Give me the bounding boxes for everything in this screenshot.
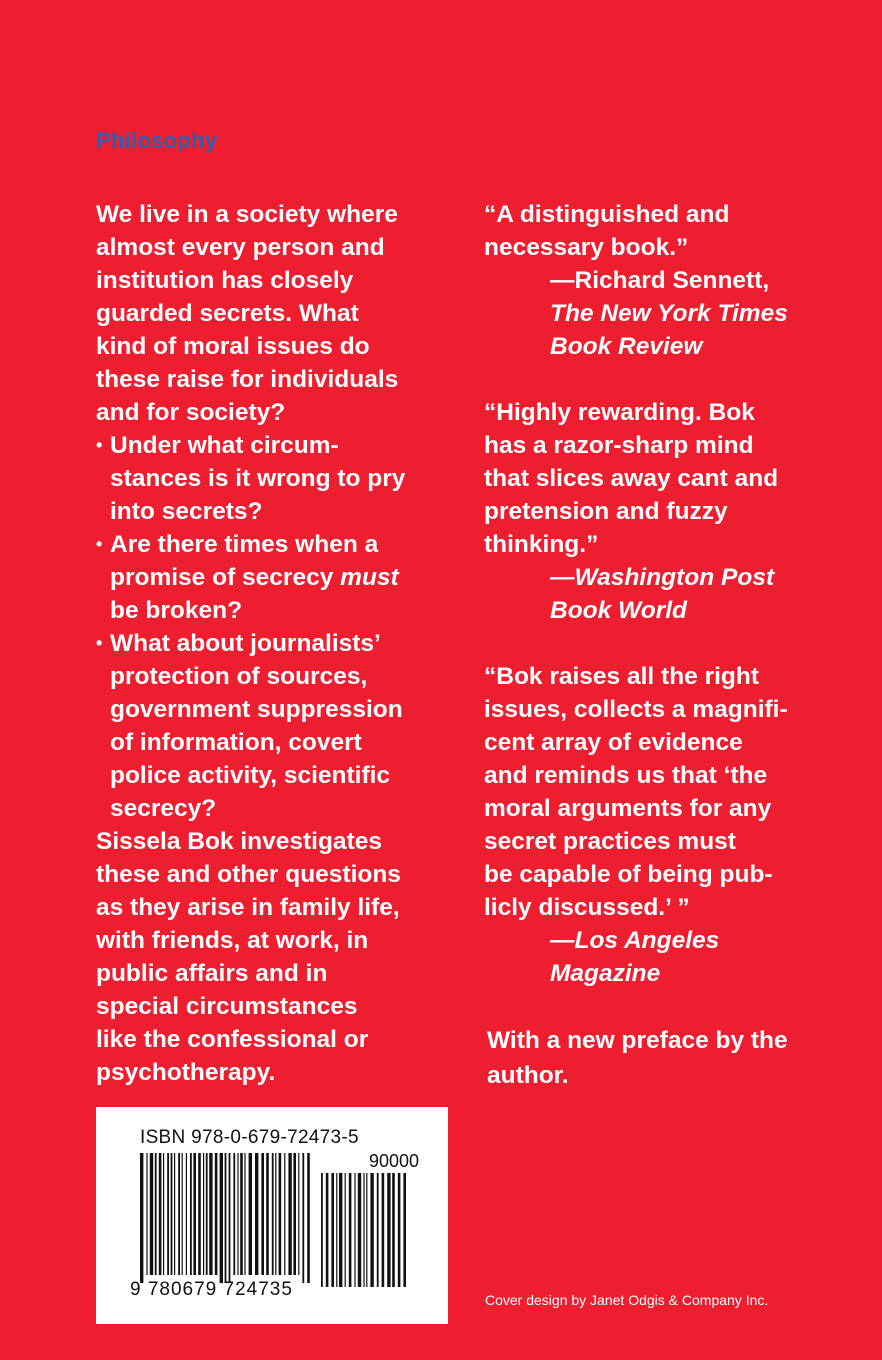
quote-line: moral arguments for any xyxy=(484,795,772,822)
quote-line: and reminds us that ‘the xyxy=(484,762,768,789)
quote-line: licly discussed.’ ” xyxy=(484,894,690,921)
barcode-bar xyxy=(215,1153,218,1275)
cover-credit: Cover design by Janet Odgis & Company Inc. xyxy=(485,1292,769,1308)
barcode-bar xyxy=(326,1173,329,1287)
category-label: Philosophy xyxy=(96,128,218,153)
barcode-bar xyxy=(293,1153,296,1275)
quote-line: “Bok raises all the right xyxy=(484,663,760,690)
attribution-name: —Richard Sennett, xyxy=(550,267,770,294)
barcode-bar xyxy=(398,1173,401,1287)
barcode-bar xyxy=(198,1153,201,1275)
bullet-icon: • xyxy=(96,633,103,653)
barcode-bar xyxy=(354,1173,355,1287)
attribution-source: Book World xyxy=(550,597,688,624)
text-line: and for society? xyxy=(96,399,286,426)
text-line: kind of moral issues do xyxy=(96,333,370,360)
attribution-source: Magazine xyxy=(550,960,661,987)
closing-paragraph xyxy=(96,825,441,1089)
quote-attribution xyxy=(484,924,829,990)
barcode-bar xyxy=(240,1153,243,1275)
barcode-bar xyxy=(345,1173,346,1287)
barcode-panel xyxy=(96,1107,448,1324)
quote-line: cent array of evidence xyxy=(484,729,743,756)
barcode-bar xyxy=(298,1153,299,1275)
question-list xyxy=(96,429,441,825)
review-quote xyxy=(484,660,829,990)
barcode-bar xyxy=(233,1153,235,1275)
quote-line: pretension and fuzzy xyxy=(484,498,728,525)
quote-attribution xyxy=(484,561,829,627)
barcode-bar xyxy=(349,1173,352,1287)
description xyxy=(96,198,441,1089)
barcode-bar xyxy=(403,1173,406,1287)
attribution-source: —Washington Post xyxy=(550,564,775,591)
question-item xyxy=(96,429,441,528)
barcode-bar xyxy=(321,1173,323,1287)
barcode-bar xyxy=(392,1173,395,1287)
barcode-bar xyxy=(370,1173,373,1287)
text-line: like the confessional or xyxy=(96,1026,369,1053)
text-line: with friends, at work, in xyxy=(96,927,369,954)
text-line: We live in a society where xyxy=(96,201,398,228)
barcode-bar xyxy=(178,1153,180,1275)
text-line: guarded secrets. What xyxy=(96,300,359,327)
quote-line: necessary book.” xyxy=(484,234,689,261)
barcode-bar xyxy=(186,1153,187,1275)
barcode-bar xyxy=(146,1153,147,1275)
barcode-bar xyxy=(244,1153,245,1275)
price-code: 90000 xyxy=(369,1151,420,1171)
barcode-bar xyxy=(382,1173,385,1287)
barcode-bar xyxy=(261,1153,264,1275)
barcode-bar xyxy=(288,1153,291,1275)
barcode-bar xyxy=(159,1153,162,1275)
barcode-bar xyxy=(307,1153,310,1283)
question-item xyxy=(96,528,441,627)
quote-line: secret practices must xyxy=(484,828,736,855)
barcode-bar xyxy=(155,1153,157,1275)
text-line: institution has closely xyxy=(96,267,354,294)
attribution-source: —Los Angeles xyxy=(550,927,720,954)
barcode-bar xyxy=(266,1153,269,1275)
barcode-bar xyxy=(190,1153,192,1275)
barcode-bar xyxy=(193,1153,196,1275)
text-line: psychotherapy. xyxy=(96,1059,276,1086)
barcode-bar xyxy=(366,1173,367,1287)
text-line: be broken? xyxy=(110,597,243,624)
text-line: author. xyxy=(487,1062,569,1089)
barcode-bar xyxy=(163,1153,164,1275)
emphasis-text: must xyxy=(340,564,399,591)
barcode-bar xyxy=(331,1173,334,1287)
price-barcode-bars xyxy=(321,1173,406,1287)
question-item xyxy=(96,627,441,825)
preface-note xyxy=(484,1023,829,1093)
review-quote xyxy=(484,396,829,627)
barcode-bar xyxy=(171,1153,173,1275)
text-line: police activity, scientific xyxy=(110,762,391,789)
text-line: into secrets? xyxy=(110,498,263,525)
barcode-bar xyxy=(220,1153,223,1283)
barcode-bar xyxy=(339,1173,342,1287)
barcode-bar xyxy=(203,1153,204,1275)
barcode-bar xyxy=(255,1153,258,1275)
bullet-icon: • xyxy=(96,435,103,455)
review-quotes xyxy=(484,198,829,1093)
isbn-label: ISBN 978-0-679-72473-5 xyxy=(140,1127,359,1148)
attribution-source: Book Review xyxy=(550,333,703,360)
text-line: stances is it wrong to pry xyxy=(110,465,406,492)
barcode-bar xyxy=(275,1153,276,1275)
ean-barcode-bars xyxy=(140,1153,310,1283)
barcode-bar xyxy=(182,1153,183,1275)
text-line: these raise for individuals xyxy=(96,366,399,393)
bullet-icon: • xyxy=(96,534,103,554)
text-line: promise of secrecy xyxy=(110,564,341,591)
text-line: these and other questions xyxy=(96,861,401,888)
barcode-bar xyxy=(174,1153,175,1275)
review-quote xyxy=(484,198,829,363)
attribution-source: The New York Times xyxy=(550,300,788,327)
intro-paragraph xyxy=(96,198,441,429)
barcode-bar xyxy=(387,1173,390,1287)
text-line: government suppression xyxy=(110,696,403,723)
text-line: Are there times when a xyxy=(110,531,379,558)
text-line: special circumstances xyxy=(96,993,358,1020)
quote-line: “Highly rewarding. Bok xyxy=(484,399,755,426)
quote-line: has a razor-sharp mind xyxy=(484,432,754,459)
barcode-bar xyxy=(377,1173,379,1287)
barcode-bar xyxy=(206,1153,208,1275)
barcode-bar xyxy=(279,1153,282,1275)
text-line: as they arise in family life, xyxy=(96,894,400,921)
quote-line: thinking.” xyxy=(484,531,599,558)
quote-line: “A distinguished and xyxy=(484,201,730,228)
barcode-bar xyxy=(150,1153,153,1275)
text-line: protection of sources, xyxy=(110,663,368,690)
barcode-bar xyxy=(284,1153,285,1275)
text-line: With a new preface by the xyxy=(487,1027,788,1054)
barcode-bar xyxy=(249,1153,252,1275)
barcode-bar xyxy=(140,1153,143,1283)
barcode-bar xyxy=(167,1153,169,1275)
quote-line: be capable of being pub- xyxy=(484,861,773,888)
text-line: almost every person and xyxy=(96,234,385,261)
quote-attribution xyxy=(484,264,829,363)
barcode-bar xyxy=(225,1153,227,1283)
barcode-bar xyxy=(209,1153,212,1275)
barcode-bar xyxy=(237,1153,238,1275)
barcode-bar xyxy=(358,1173,361,1287)
text-line: public affairs and in xyxy=(96,960,328,987)
barcode-bar xyxy=(272,1153,274,1275)
text-line: of information, covert xyxy=(110,729,362,756)
ean-digits: 9 780679 724735 xyxy=(130,1279,293,1300)
barcode-bar xyxy=(363,1173,364,1287)
text-line: secrecy? xyxy=(110,795,217,822)
barcode-bar xyxy=(229,1153,231,1283)
text-line: Under what circum- xyxy=(110,432,339,459)
quote-line: that slices away cant and xyxy=(484,465,779,492)
barcode-bar xyxy=(302,1153,304,1283)
text-line: Sissela Bok investigates xyxy=(96,828,382,855)
quote-line: issues, collects a magnifi- xyxy=(484,696,788,723)
text-line: What about journalists’ xyxy=(110,630,381,657)
barcode-bar xyxy=(336,1173,337,1287)
